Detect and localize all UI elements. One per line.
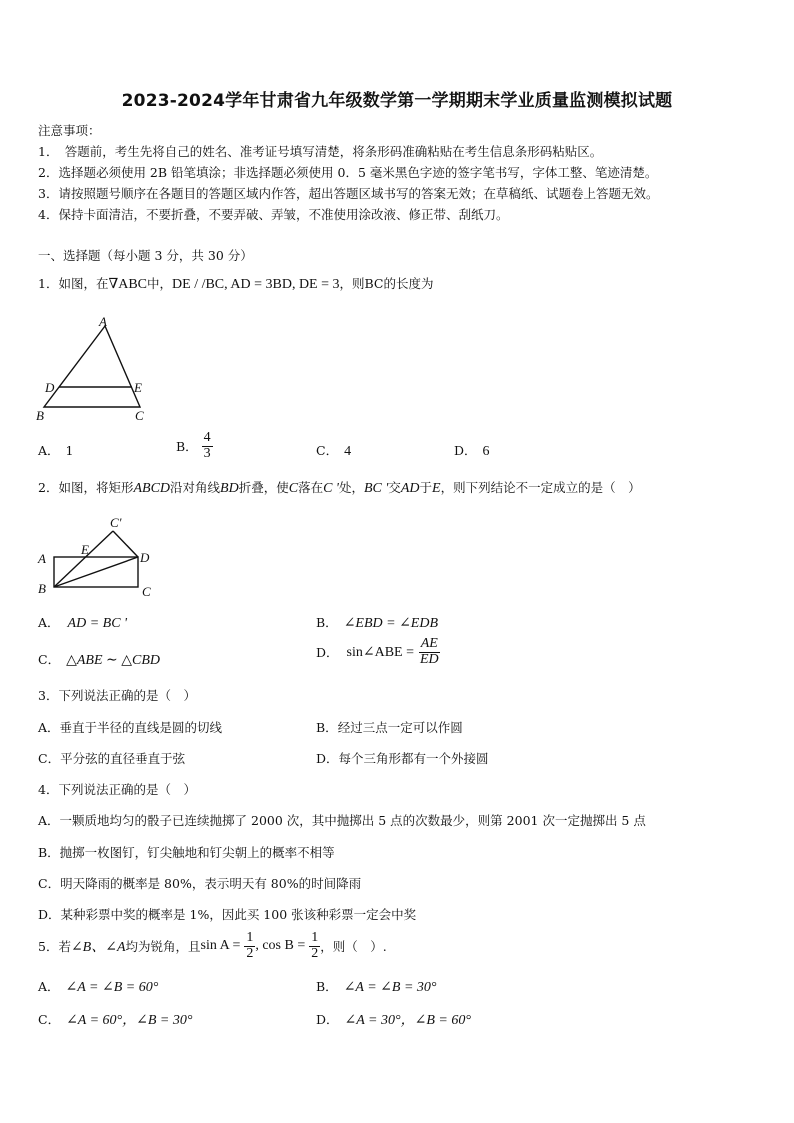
- option-value: AD = BC ': [67, 616, 128, 631]
- text: ，则（ ）.: [320, 939, 387, 955]
- option-label: A．: [38, 615, 60, 630]
- fraction-numerator: AE: [420, 636, 438, 651]
- label-b: B: [36, 408, 44, 423]
- fraction: [309, 931, 320, 961]
- option-label: D．: [454, 443, 477, 458]
- math: , cos B =: [255, 938, 306, 954]
- fraction-numerator: 4: [203, 430, 211, 445]
- q4-option-b[interactable]: B．抛掷一枚图钉，钉尖触地和钉尖朝上的概率不相等: [38, 845, 335, 860]
- fraction: [202, 431, 213, 461]
- math: BD: [220, 481, 239, 496]
- label-e: E: [134, 380, 142, 395]
- q1-option-a[interactable]: [38, 441, 73, 459]
- option-value: 每个三角形都有一个外接圆: [338, 751, 489, 766]
- label-a: A: [38, 551, 46, 566]
- option-value: 垂直于半径的直线是圆的切线: [59, 720, 223, 735]
- notes-heading: 注意事项：: [38, 123, 101, 138]
- option-label: B．: [176, 439, 198, 455]
- option-value: ∠A = 30°，∠B = 60°: [344, 1013, 471, 1028]
- question-5-stem: [38, 931, 387, 961]
- question-3-stem: 3．下列说法正确的是（ ）: [38, 688, 196, 703]
- option-label: D．: [316, 645, 339, 661]
- q4-option-d[interactable]: D．某种彩票中奖的概率是 1%，因此买 100 张该种彩票一定会中奖: [38, 907, 417, 922]
- fraction-denominator: ED: [419, 651, 439, 667]
- math: ∠B、∠A: [70, 940, 126, 956]
- q1-mid: 中，: [147, 276, 173, 291]
- q5-option-a[interactable]: [38, 977, 158, 996]
- q4-option-c[interactable]: C．明天降雨的概率是 80%，表示明天有 80%的时间降雨: [38, 876, 362, 891]
- option-value: sin∠ABE =: [346, 644, 414, 660]
- note-item: 1． 答题前，考生先将自己的姓名、准考证号填写清楚，将条形码准确粘贴在考生信息条形码粘贴区。: [38, 144, 603, 159]
- fraction: [418, 637, 441, 667]
- label-d: D: [45, 380, 55, 395]
- math: C ': [323, 481, 339, 496]
- q1-triangle: ∇ABC: [108, 277, 148, 292]
- math: C: [288, 481, 299, 496]
- option-value: ∠EBD = ∠EDB: [343, 616, 439, 631]
- fraction-denominator: 2: [311, 945, 319, 961]
- segment-c1d: [113, 531, 138, 557]
- option-value: 4: [344, 444, 352, 459]
- fraction-denominator: 3: [203, 445, 211, 461]
- text: 处，: [338, 480, 364, 495]
- question-1-stem: [38, 274, 433, 293]
- q2-option-b[interactable]: [316, 613, 438, 632]
- option-label: B．: [316, 615, 338, 630]
- fraction: [244, 931, 255, 961]
- option-value: 1: [65, 443, 74, 458]
- label-c: C: [135, 408, 144, 423]
- fraction-numerator: 1: [311, 930, 319, 945]
- text: 5．若: [38, 939, 71, 955]
- diagonal-bd: [54, 557, 138, 587]
- note-item: 3．请按照题号顺序在各题目的答题区域内作答，超出答题区域书写的答案无效；在草稿纸、试题卷上答题无效。: [38, 186, 659, 201]
- text: ，则下列结论不一定成立的是（ ）: [440, 480, 641, 495]
- label-b: B: [38, 581, 46, 596]
- q5-option-d[interactable]: [316, 1009, 471, 1029]
- q3-option-c[interactable]: [38, 749, 185, 767]
- option-value: ∠A = ∠B = 60°: [65, 980, 159, 995]
- text: 2．如图，将矩形: [38, 480, 134, 495]
- q1-condition: DE / /BC, AD = 3BD, DE = 3: [172, 277, 340, 292]
- option-value: ∠A = ∠B = 30°: [343, 980, 437, 995]
- math: ABCD: [133, 481, 171, 496]
- text: 落在: [298, 480, 324, 495]
- q1-prefix: 1．如图，在: [38, 276, 109, 291]
- option-label: C．: [38, 652, 61, 667]
- q3-option-b[interactable]: [316, 718, 463, 736]
- q1-option-b[interactable]: [176, 431, 213, 461]
- q2-rectangle-figure: [30, 512, 165, 604]
- option-label: C．: [38, 751, 61, 766]
- label-e: E: [81, 542, 89, 557]
- note-item: 4．保持卡面清洁，不要折叠，不要弄破、弄皱，不准使用涂改液、修正带、刮纸刀。: [38, 207, 509, 222]
- option-value: △ABE ∼ △CBD: [66, 653, 160, 668]
- math: sin A =: [200, 938, 241, 954]
- q2-option-d[interactable]: [316, 637, 441, 667]
- fraction-numerator: 1: [246, 930, 254, 945]
- math: BC ': [363, 481, 389, 496]
- option-label: D．: [316, 1012, 339, 1027]
- option-value: 6: [482, 444, 490, 459]
- q2-option-a[interactable]: [38, 613, 127, 632]
- q3-option-a[interactable]: [38, 718, 222, 736]
- section-heading: 一、选择题（每小题 3 分，共 30 分）: [38, 248, 253, 263]
- q4-option-a[interactable]: A．一颗质地均匀的骰子已连续抛掷了 2000 次，其中抛掷出 5 点的次数最少，则第 2001 次一定抛掷出 5 点: [38, 813, 646, 828]
- q1-triangle-figure: [30, 310, 160, 425]
- text: 均为锐角，且: [125, 939, 201, 955]
- q1-suffix: ，则BC的长度为: [339, 276, 434, 291]
- label-a: A: [99, 314, 107, 329]
- text: 沿对角线: [170, 480, 221, 495]
- option-value: ∠A = 60°，∠B = 30°: [66, 1013, 193, 1028]
- option-label: A．: [38, 443, 60, 458]
- option-label: D．: [316, 751, 339, 766]
- option-label: B．: [316, 720, 338, 735]
- label-c: C: [142, 584, 151, 599]
- option-value: 平分弦的直径垂直于弦: [60, 751, 186, 766]
- option-label: A．: [38, 720, 60, 735]
- q3-option-d[interactable]: [316, 749, 489, 767]
- option-label: A．: [38, 979, 60, 994]
- math: AD: [400, 481, 420, 496]
- q1-option-d[interactable]: [454, 441, 490, 460]
- fraction-denominator: 2: [246, 945, 254, 961]
- q1-option-c[interactable]: [316, 441, 351, 460]
- triangle-abc: [44, 326, 140, 407]
- label-d: D: [140, 550, 150, 565]
- page-title: 2023-2024学年甘肃省九年级数学第一学期期末学业质量监测模拟试题: [121, 91, 673, 111]
- question-4-stem: 4．下列说法正确的是（ ）: [38, 782, 196, 797]
- label-c-prime: C': [110, 515, 122, 530]
- text: 于: [419, 480, 433, 495]
- option-label: C．: [38, 1012, 61, 1027]
- question-2-stem: [38, 478, 641, 497]
- option-value: 经过三点一定可以作圆: [337, 720, 463, 735]
- segment-bc1: [54, 531, 113, 587]
- math: E: [432, 481, 441, 496]
- note-item: 2．选择题必须使用 2B 铅笔填涂；非选择题必须使用 0．5 毫米黑色字迹的签字笔书写，字体工整、笔迹清楚。: [38, 165, 658, 180]
- option-label: C．: [316, 443, 339, 458]
- option-label: B．: [316, 979, 338, 994]
- q5-option-c[interactable]: [38, 1009, 192, 1029]
- text: 交: [388, 480, 401, 495]
- text: 折叠，使: [238, 480, 289, 495]
- q5-option-b[interactable]: [316, 977, 437, 996]
- q2-option-c[interactable]: [38, 650, 160, 669]
